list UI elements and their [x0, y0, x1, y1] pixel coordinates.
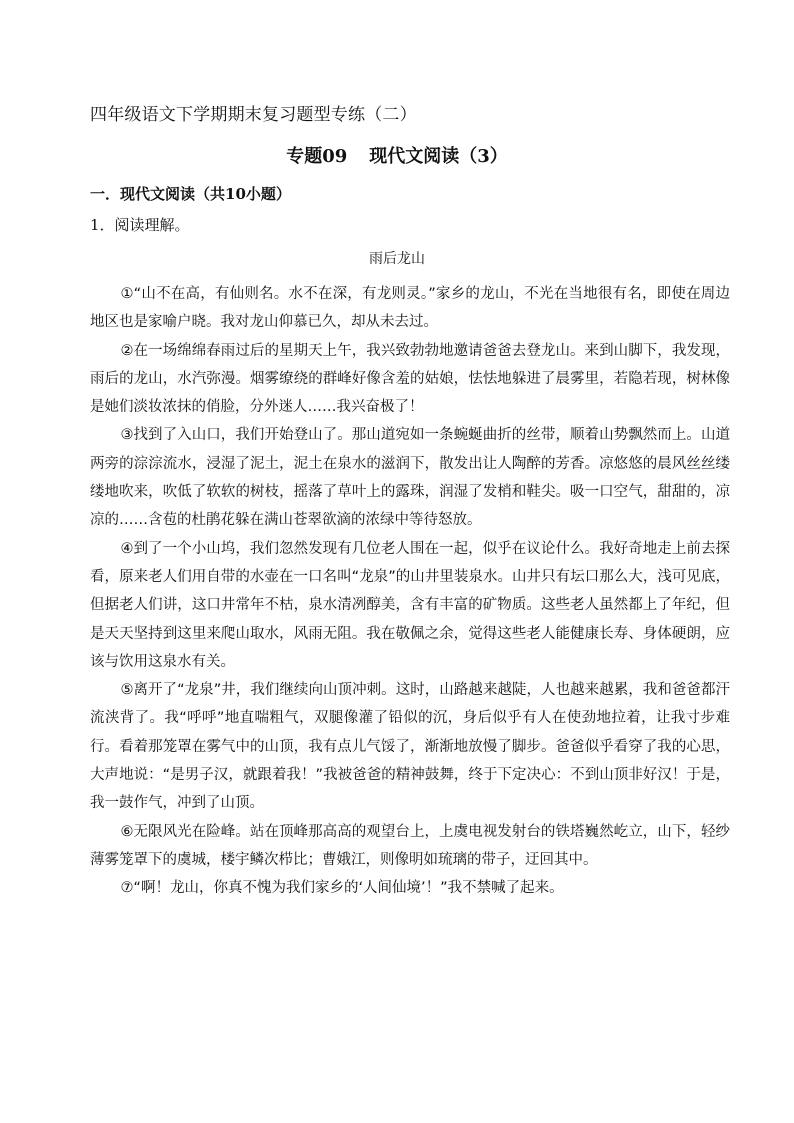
article-paragraph-4: ④到了一个小山坞，我们忽然发现有几位老人围在一起，似乎在议论什么。我好奇地走上前去探看，原来老人们用自带的水壶在一口名叫“龙泉”的山井里装泉水。山井只有坛口那么大，浅可见底，但据老人们讲，这口井常年不枯，泉水清冽醇美，含有丰富的矿物质。这些老人虽然都上了年纪，但是天天坚持到这里来爬山取水，风雨无阻。我在敬佩之余，觉得这些老人能健康长寿、身体硬朗，应该与饮用这泉水有关。 [90, 540, 730, 670]
topic-title [0, 144, 794, 170]
article-paragraph-7: ⑦“啊！龙山，你真不愧为我们家乡的‘人间仙境’！”我不禁喊了起来。 [120, 880, 564, 897]
article-paragraph-1: ①“山不在高，有仙则名。水不在深，有龙则灵。”家乡的龙山，不光在当地很有名，即使在周边地区也是家喻户晓。我对龙山仰慕已久，却从未去过。 [90, 286, 730, 331]
topic-title-name: 现代文阅读（3） [369, 146, 508, 167]
article-title: 雨后龙山 [369, 251, 425, 267]
article-paragraph-6: ⑥无限风光在险峰。站在顶峰那高高的观望台上，上虞电视发射台的铁塔巍然屹立，山下，轻纱薄雾笼罩下的虞城，楼宇鳞次栉比；曹娥江，则像明如琉璃的带子，迂回其中。 [90, 823, 730, 868]
article-paragraph-5: ⑤离开了“龙泉”井，我们继续向山顶冲刺。这时，山路越来越陡，人也越来越累，我和爸爸都汗流浃背了。我“呼呼”地直喘粗气，双腿像灌了铅似的沉，身后似乎有人在使劲地拉着，让我寸步难行。看着那笼罩在雾气中的山顶，我有点儿气馁了，渐渐地放慢了脚步。爸爸似乎看穿了我的心思，大声地说：“是男子汉，就跟着我！”我被爸爸的精神鼓舞，终于下定决心：不到山顶非好汉！于是，我一鼓作气，冲到了山顶。 [90, 682, 730, 812]
topic-title-number: 专题09 [286, 146, 348, 167]
article-body [90, 280, 730, 903]
article-paragraph-2: ②在一场绵绵春雨过后的星期天上午，我兴致勃勃地邀请爸爸去登龙山。来到山脚下，我发现，雨后的龙山，水汽弥漫。烟雾缭绕的群峰好像含羞的姑娘，怯怯地躲进了晨雾里，若隐若现，树林像是她们淡妆浓抹的俏脸，分外迷人……我兴奋极了！ [90, 342, 730, 416]
article-paragraph-3: ③找到了入山口，我们开始登山了。那山道宛如一条蜿蜒曲折的丝带，顺着山势飘然而上。山道两旁的淙淙流水，浸湿了泥土，泥土在泉水的滋润下，散发出让人陶醉的芳香。凉悠悠的晨风丝丝缕缕地吹来，吹低了软软的树枝，摇落了草叶上的露珠，润湿了发梢和鞋尖。吸一口空气，甜甜的，凉凉的……含苞的杜鹃花躲在满山苍翠欲滴的浓绿中等待怒放。 [90, 427, 730, 529]
question-label: 1．阅读理解。 [90, 216, 190, 234]
section-heading: 一．现代文阅读（共10小题） [90, 185, 291, 203]
document-header: 四年级语文下学期期末复习题型专练（二） [90, 105, 417, 125]
